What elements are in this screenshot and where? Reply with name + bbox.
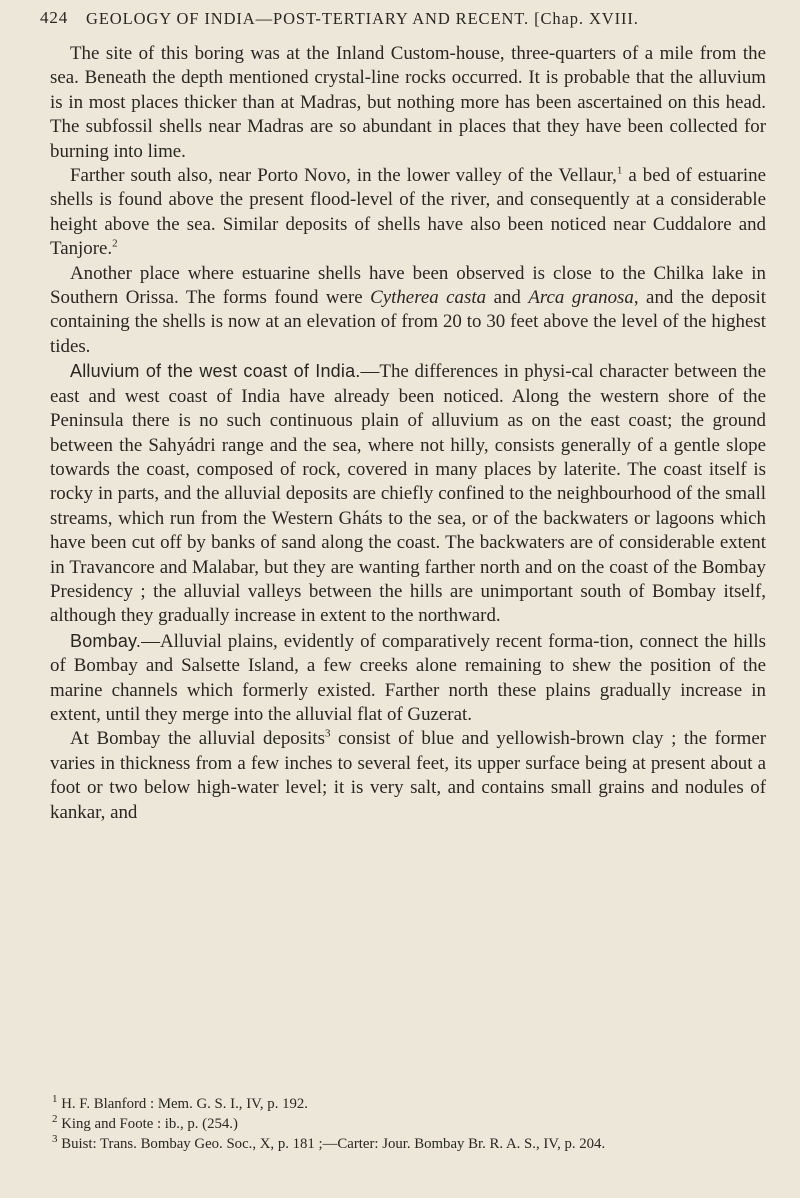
footnote: $^2$ King and Foote : ib., p. (254.) xyxy=(52,1113,238,1132)
footnote-ref: 3 xyxy=(324,728,331,741)
body-text xyxy=(50,42,766,825)
footnote-ref: 2 xyxy=(112,237,118,250)
section-heading-west-coast: Alluvium of the west coast of India. xyxy=(70,361,361,382)
running-title: GEOLOGY OF INDIA—POST-TERTIARY AND RECENT. [Chap. XVIII. xyxy=(86,9,639,28)
paragraph-porto-novo: Farther south also, near Porto Novo, in the lower valley of the Vellaur,$^1$ a bed of estuarine shells is found above the present flood-level of the river, and consequently at a considerable height above the sea. Similar deposits of shells have also been noticed near Cuddalore and Tanjore.$^2$ xyxy=(50,164,766,260)
page-number: 424 xyxy=(40,8,69,27)
paragraph-chilka-lake: Another place where estuarine shells have been observed is close to the Chilka lake in Southern Orissa. The forms found were Cytherea casta and Arca granosa, and the deposit containing the shells is now at an elevation of from 20 to 30 feet above the level of the highest tides. xyxy=(50,262,766,357)
paragraph-boring-site: The site of this boring was at the Inland Custom-house, three-quarters of a mile from the sea. Beneath the depth mentioned crystal-line rocks occurred. It is probable that the alluvium is in most places thicker than at Madras, but nothing more has been ascertained on this head. The subfossil shells near Madras are so abundant in places that they have been collected for burning into lime. xyxy=(50,43,766,162)
footnote-ref: 1 xyxy=(616,164,623,177)
species-name: Arca granosa xyxy=(528,287,634,309)
footnote: $^1$ H. F. Blanford : Mem. G. S. I., IV, p. 192. xyxy=(52,1093,309,1112)
paragraph-bombay-deposits: At Bombay the alluvial deposits$^3$ consist of blue and yellowish-brown clay ; the former varies in thickness from a few inches to several feet, its upper surface being at present about a foot or two below high-water level; it is very salt, and contains small grains and nodules of kankar, and xyxy=(50,728,766,823)
paragraph-west-coast: Alluvium of the west coast of India.—The differences in physi-cal character between the east and west coast of India have already been noticed. Along the western shore of the Peninsula there is no such continuous plain of alluvium as on the east coast; the ground between the Sahyádri range and the sea, where not hilly, consists generally of a gentle slope towards the coast, composed of rock, covered in many places by laterite. The coast itself is rocky in parts, and the alluvial deposits are chiefly confined to the neighbourhood of the small streams, which run from the Western Gháts to the sea, or of the backwaters or lagoons which have been cut off by banks of sand along the coast. The backwaters are of considerable extent in Travancore and Malabar, but they are wanting farther north and on the coast of the Bombay Presidency ; the alluvial valleys between the hills are unimportant south of Bombay itself, although they gradually increase in extent to the northward. xyxy=(50,361,766,627)
footnote: $^3$ Buist: Trans. Bombay Geo. Soc., X, p. 181 ;—Carter: Jour. Bombay Br. R. A. S., IV, p. 204. xyxy=(52,1133,606,1152)
paragraph-bombay: Bombay.—Alluvial plains, evidently of comparatively recent forma-tion, connect the hills of Bombay and Salsette Island, a few creeks alone remaining to shew the position of the marine channels which formerly existed. Farther north these plains gradually increase in extent, until they merge into the alluvial flat of Guzerat. xyxy=(50,630,766,725)
footnotes xyxy=(50,1094,766,1154)
running-header xyxy=(40,8,768,34)
species-name: Cytherea casta xyxy=(370,287,487,309)
section-heading-bombay: Bombay. xyxy=(70,630,142,651)
